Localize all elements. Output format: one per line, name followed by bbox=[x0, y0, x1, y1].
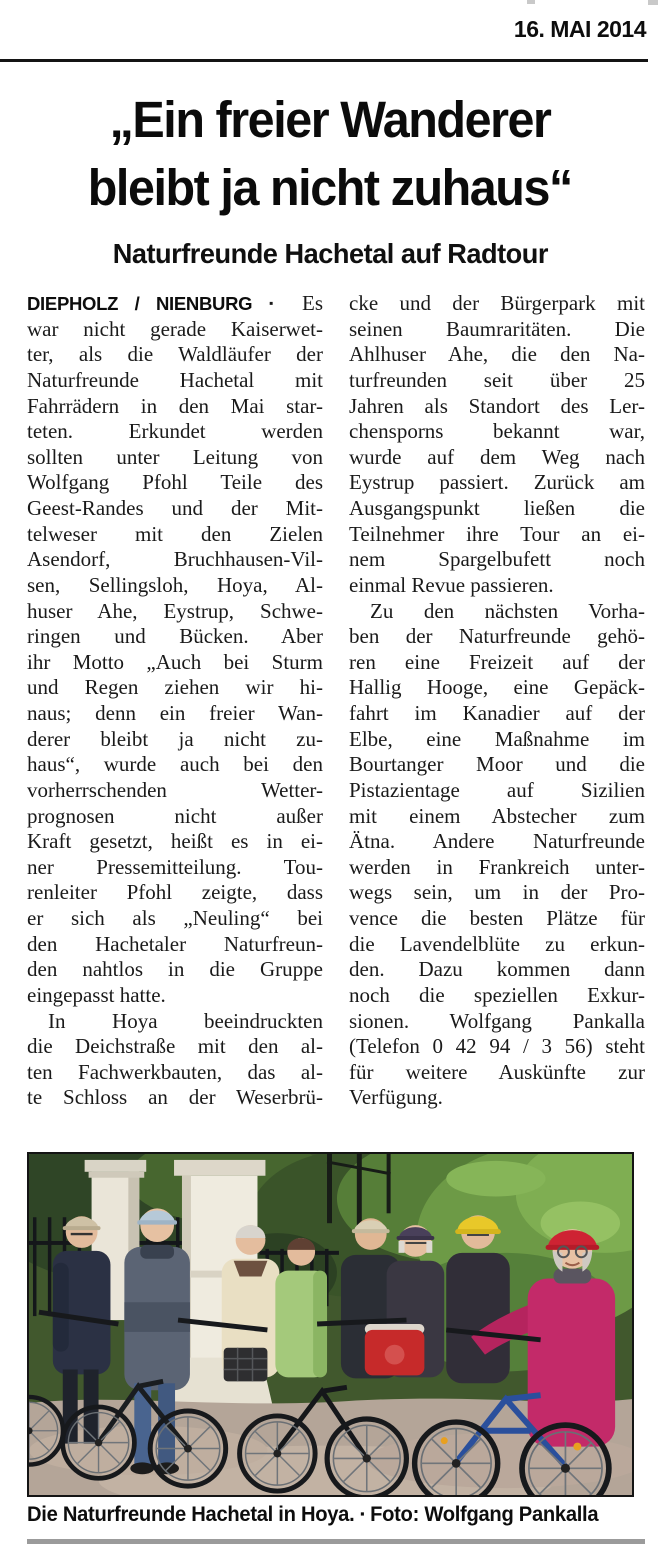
article-line: ner Pressemitteilung. Tou- bbox=[27, 854, 323, 879]
article-line: eingepasst hatte. bbox=[27, 982, 166, 1007]
article-column-left bbox=[27, 291, 323, 1111]
article-line: Bourtanger Moor und die bbox=[349, 752, 645, 777]
headline-line-2: bleibt ja nicht zuhaus“ bbox=[87, 159, 573, 216]
article-line: derer bleibt ja nicht zu- bbox=[27, 726, 323, 751]
article-line: ren eine Freizeit auf der bbox=[349, 649, 645, 674]
caption-text: Die Naturfreunde Hachetal in Hoya. bbox=[27, 1503, 355, 1526]
article-line: Naturfreunde Hachetal mit bbox=[27, 367, 323, 392]
article-body bbox=[27, 291, 645, 1111]
article-line: noch die speziellen Exkur- bbox=[349, 982, 645, 1007]
article-line: seinen Baumraritäten. Die bbox=[349, 316, 645, 341]
article-line: Zu den nächsten Vorha- bbox=[370, 598, 645, 623]
article-line: er sich als „Neuling“ bei bbox=[27, 906, 323, 930]
article-line: den. Dazu kommen dann bbox=[349, 957, 645, 982]
article-line bbox=[27, 291, 323, 317]
wheel-reflector bbox=[441, 1437, 448, 1444]
article-line: wegs sein, um in der Pro- bbox=[349, 880, 645, 905]
article-line: Geest-Randes und der Mit- bbox=[27, 496, 323, 520]
article-line: sollten unter Leitung von bbox=[27, 444, 323, 469]
article-line: Teilnehmer ihre Tour an ei- bbox=[349, 521, 645, 546]
subtitle-text: Naturfreunde Hachetal auf Radtour bbox=[112, 238, 548, 269]
article-line: einmal Revue passieren. bbox=[349, 572, 554, 597]
article-line: die Lavendelblüte zu erkun- bbox=[349, 931, 645, 956]
article-line: war nicht gerade Kaiserwet- bbox=[27, 316, 323, 341]
article-line: chensporns bekannt war, bbox=[349, 419, 645, 444]
issue-date: 16. MAI 2014 bbox=[513, 16, 646, 42]
article-line: renleiter Pfohl zeigte, dass bbox=[27, 880, 323, 905]
article-line: telweser mit den Zielen bbox=[27, 521, 323, 546]
article-line: prognosen nicht außer bbox=[27, 803, 323, 828]
article-line: Wolfgang Pfohl Teile des bbox=[27, 470, 323, 495]
article-line: cke und der Bürgerpark mit bbox=[349, 291, 645, 315]
article-line: huser Ahe, Eystrup, Schwe- bbox=[27, 598, 323, 623]
article-line: vence die besten Plätze für bbox=[349, 906, 645, 930]
article-line: Jahren als Standort des Ler- bbox=[349, 393, 645, 418]
article-line: werden in Frankreich unter- bbox=[349, 854, 645, 879]
article-line: In Hoya beeindruckten bbox=[48, 1008, 323, 1033]
article-line: (Telefon 0 42 94 / 3 56) steht bbox=[349, 1034, 645, 1059]
lead-text: Es bbox=[302, 291, 323, 315]
article-line: Ätna. Andere Naturfreunde bbox=[349, 829, 645, 854]
article-line: für weitere Auskünfte zur bbox=[349, 1059, 645, 1084]
article-line: haus“, wurde auch bei den bbox=[27, 752, 323, 777]
footer-rule bbox=[27, 1539, 645, 1544]
article-line: Eystrup passiert. Zurück am bbox=[349, 470, 645, 495]
scan-artifact bbox=[648, 0, 658, 5]
article-line: te Schloss an der Weserbrü- bbox=[27, 1085, 323, 1110]
article-line: mit einem Abstecher zum bbox=[349, 803, 645, 828]
article-line: Asendorf, Bruchhausen-Vil- bbox=[27, 547, 323, 572]
article-line: vorherrschenden Wetter- bbox=[27, 777, 323, 802]
photo-cyclists-scene bbox=[29, 1154, 632, 1495]
article-line: teten. Erkundet werden bbox=[27, 419, 323, 444]
header-rule bbox=[0, 59, 648, 62]
article-line: sen, Sellingsloh, Hoya, Al- bbox=[27, 572, 323, 597]
subtitle bbox=[0, 238, 660, 270]
scan-artifact bbox=[527, 0, 535, 4]
article-line: Ahlhuser Ahe, die den Na- bbox=[349, 342, 645, 367]
article-line: die Deichstraße mit den al- bbox=[27, 1034, 323, 1059]
article-line: Fahrrädern in den Mai star- bbox=[27, 393, 323, 418]
bullet-icon: ▪ bbox=[360, 1506, 365, 1521]
headline-line-1: „Ein freier Wanderer bbox=[109, 91, 551, 148]
article-line: den Hachetaler Naturfreun- bbox=[27, 931, 323, 956]
wheel-reflector bbox=[573, 1443, 581, 1451]
article-line: wurde auf dem Weg nach bbox=[349, 444, 645, 469]
dateline: DIEPHOLZ / NIENBURG bbox=[27, 293, 253, 314]
article-line: fahrt im Kanadier auf der bbox=[349, 701, 645, 725]
article-line: ben der Naturfreunde gehö- bbox=[349, 624, 645, 649]
article-line: Kraft gesetzt, heißt es in ei- bbox=[27, 829, 323, 854]
headline bbox=[0, 86, 660, 222]
article-photo bbox=[27, 1152, 634, 1497]
article-line: und Regen ziehen wir hi- bbox=[27, 675, 323, 700]
article-line: naus; denn ein freier Wan- bbox=[27, 701, 323, 725]
article-line: Verfügung. bbox=[349, 1085, 443, 1110]
article-line: ten Fachwerkbauten, das al- bbox=[27, 1059, 323, 1084]
article-line: ringen und Bücken. Aber bbox=[27, 624, 323, 649]
article-line: turfreunden seit über 25 bbox=[349, 367, 645, 392]
photo-caption bbox=[27, 1503, 657, 1527]
article-line: Elbe, eine Maßnahme im bbox=[349, 726, 645, 751]
article-column-right bbox=[349, 291, 645, 1111]
article-line: ihr Motto „Auch bei Sturm bbox=[27, 649, 323, 674]
article-line: ter, als die Waldläufer der bbox=[27, 342, 323, 367]
article-line: Pistazientage auf Sizilien bbox=[349, 777, 645, 802]
article-line: Ausgangspunkt ließen die bbox=[349, 496, 645, 520]
caption-credit: Foto: Wolfgang Pankalla bbox=[370, 1503, 599, 1526]
article-line: nem Spargelbufett noch bbox=[349, 547, 645, 572]
bullet-icon: ▪ bbox=[269, 296, 286, 310]
article-line: den nahtlos in die Gruppe bbox=[27, 957, 323, 982]
article-line: Hallig Hooge, eine Gepäck- bbox=[349, 675, 645, 700]
article-line: sionen. Wolfgang Pankalla bbox=[349, 1008, 645, 1033]
